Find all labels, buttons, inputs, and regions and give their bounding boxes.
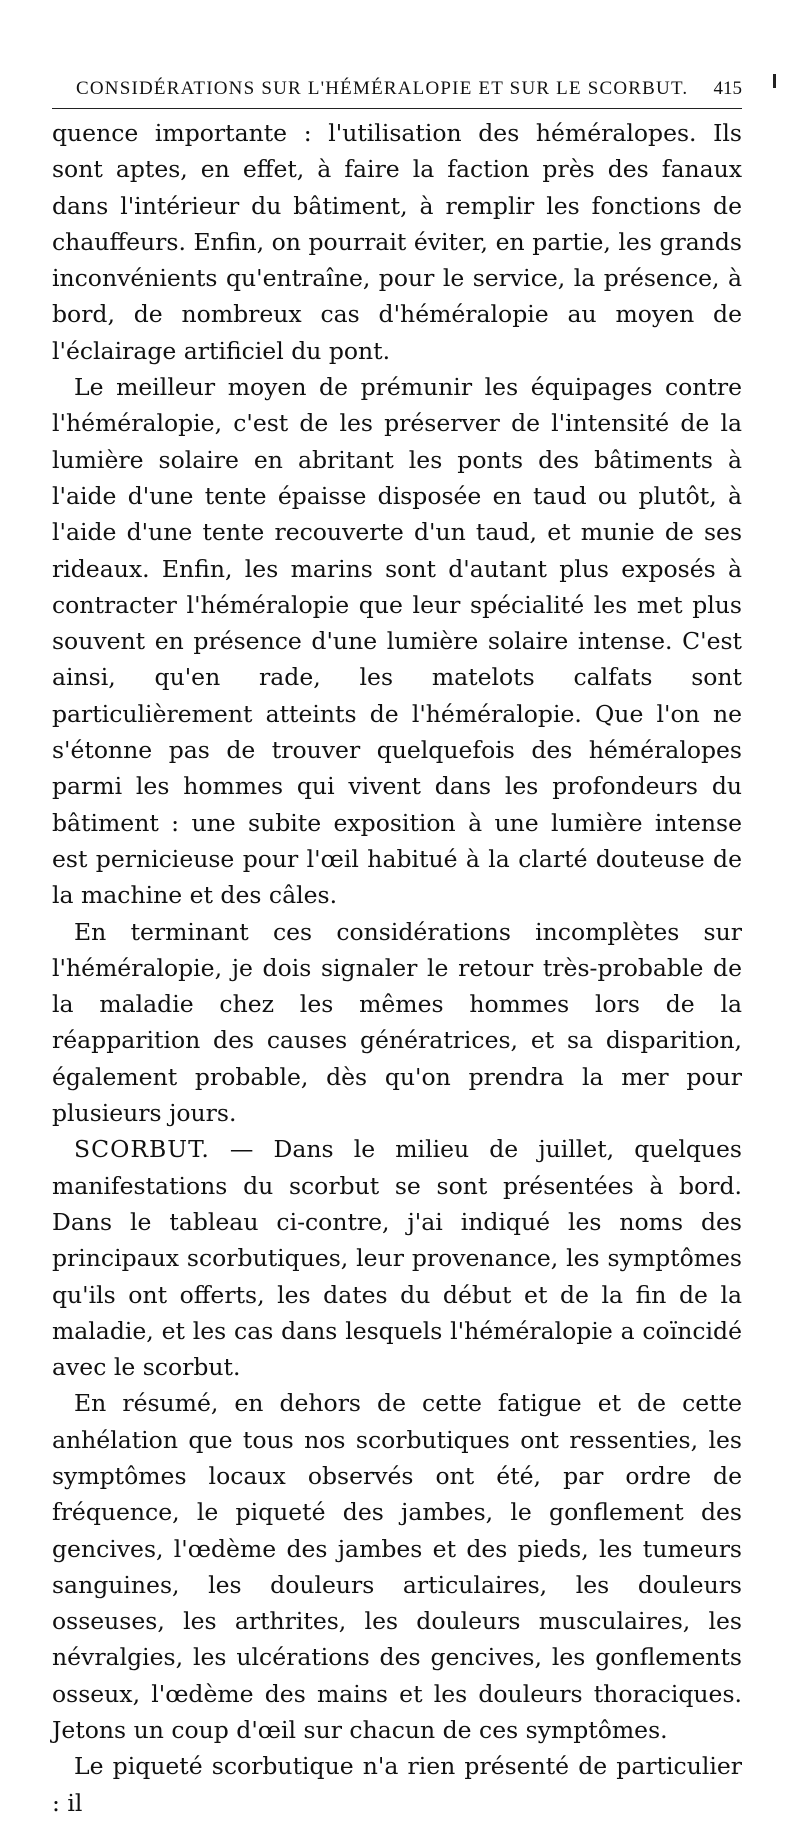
paragraph-scorbut	[52, 1131, 742, 1385]
running-header	[52, 72, 742, 109]
paragraph-text: — Dans le milieu de juillet, quelques manifestations du scorbut se sont présentées à bord. Dans le tableau ci-contre, j'ai indiqué les noms des principaux scorbutiques, leur provenance, les symptômes qu'ils ont offerts, les dates du début et de la fin de la maladie, et les cas dans lesquels l'héméralopie a coïncidé avec le scorbut.	[52, 1135, 742, 1382]
paragraph: Le meilleur moyen de prémunir les équipages contre l'héméralopie, c'est de les préserver de l'intensité de la lumière solaire en abritant les ponts des bâtiments à l'aide d'une tente épaisse disposée en taud ou plutôt, à l'aide d'une tente recouverte d'un taud, et munie de ses rideaux. Enfin, les marins sont d'autant plus exposés à contracter l'héméralopie que leur spécialité les met plus souvent en présence d'une lumière solaire intense. C'est ainsi, qu'en rade, les matelots calfats sont particulièrement atteints de l'héméralopie. Que l'on ne s'étonne pas de trouver quelquefois des héméralopes parmi les hommes qui vivent dans les profondeurs du bâtiment : une subite exposition à une lumière intense est pernicieuse pour l'œil habitué à la clarté douteuse de la machine et des câles.	[52, 373, 742, 910]
book-page	[52, 72, 742, 1821]
paragraph: quence importante : l'utilisation des héméralopes. Ils sont aptes, en effet, à faire la faction près des fanaux dans l'intérieur du bâtiment, à remplir les fonctions de chauffeurs. Enfin, on pourrait éviter, en partie, les grands inconvénients qu'entraîne, pour le service, la présence, à bord, de nombreux cas d'héméralopie au moyen de l'éclairage artificiel du pont.	[52, 119, 742, 365]
paragraph: En terminant ces considérations incomplètes sur l'héméralopie, je dois signaler le retour très-probable de la maladie chez les mêmes hommes lors de la réapparition des causes génératrices, et sa disparition, également probable, dès qu'on prendra la mer pour plusieurs jours.	[52, 917, 742, 1128]
page-number: 415	[713, 78, 742, 99]
page-edge-mark	[773, 74, 776, 88]
section-lead: SCORBUT.	[74, 1135, 210, 1164]
paragraph: Le piqueté scorbutique n'a rien présenté de particulier : il	[52, 1752, 742, 1817]
body-text	[52, 115, 742, 1821]
running-title: CONSIDÉRATIONS SUR L'HÉMÉRALOPIE ET SUR LE SCORBUT.	[76, 78, 689, 99]
paragraph: En résumé, en dehors de cette fatigue et de cette anhélation que tous nos scorbutiques ont ressenties, les symptômes locaux observés ont été, par ordre de fréquence, le piqueté des jambes, le gonflement des gencives, l'œdème des jambes et des pieds, les tumeurs sanguines, les douleurs articulaires, les douleurs osseuses, les arthrites, les douleurs musculaires, les névralgies, les ulcérations des gencives, les gonflements osseux, l'œdème des mains et les douleurs thoraciques. Jetons un coup d'œil sur chacun de ces symptômes.	[52, 1389, 742, 1745]
